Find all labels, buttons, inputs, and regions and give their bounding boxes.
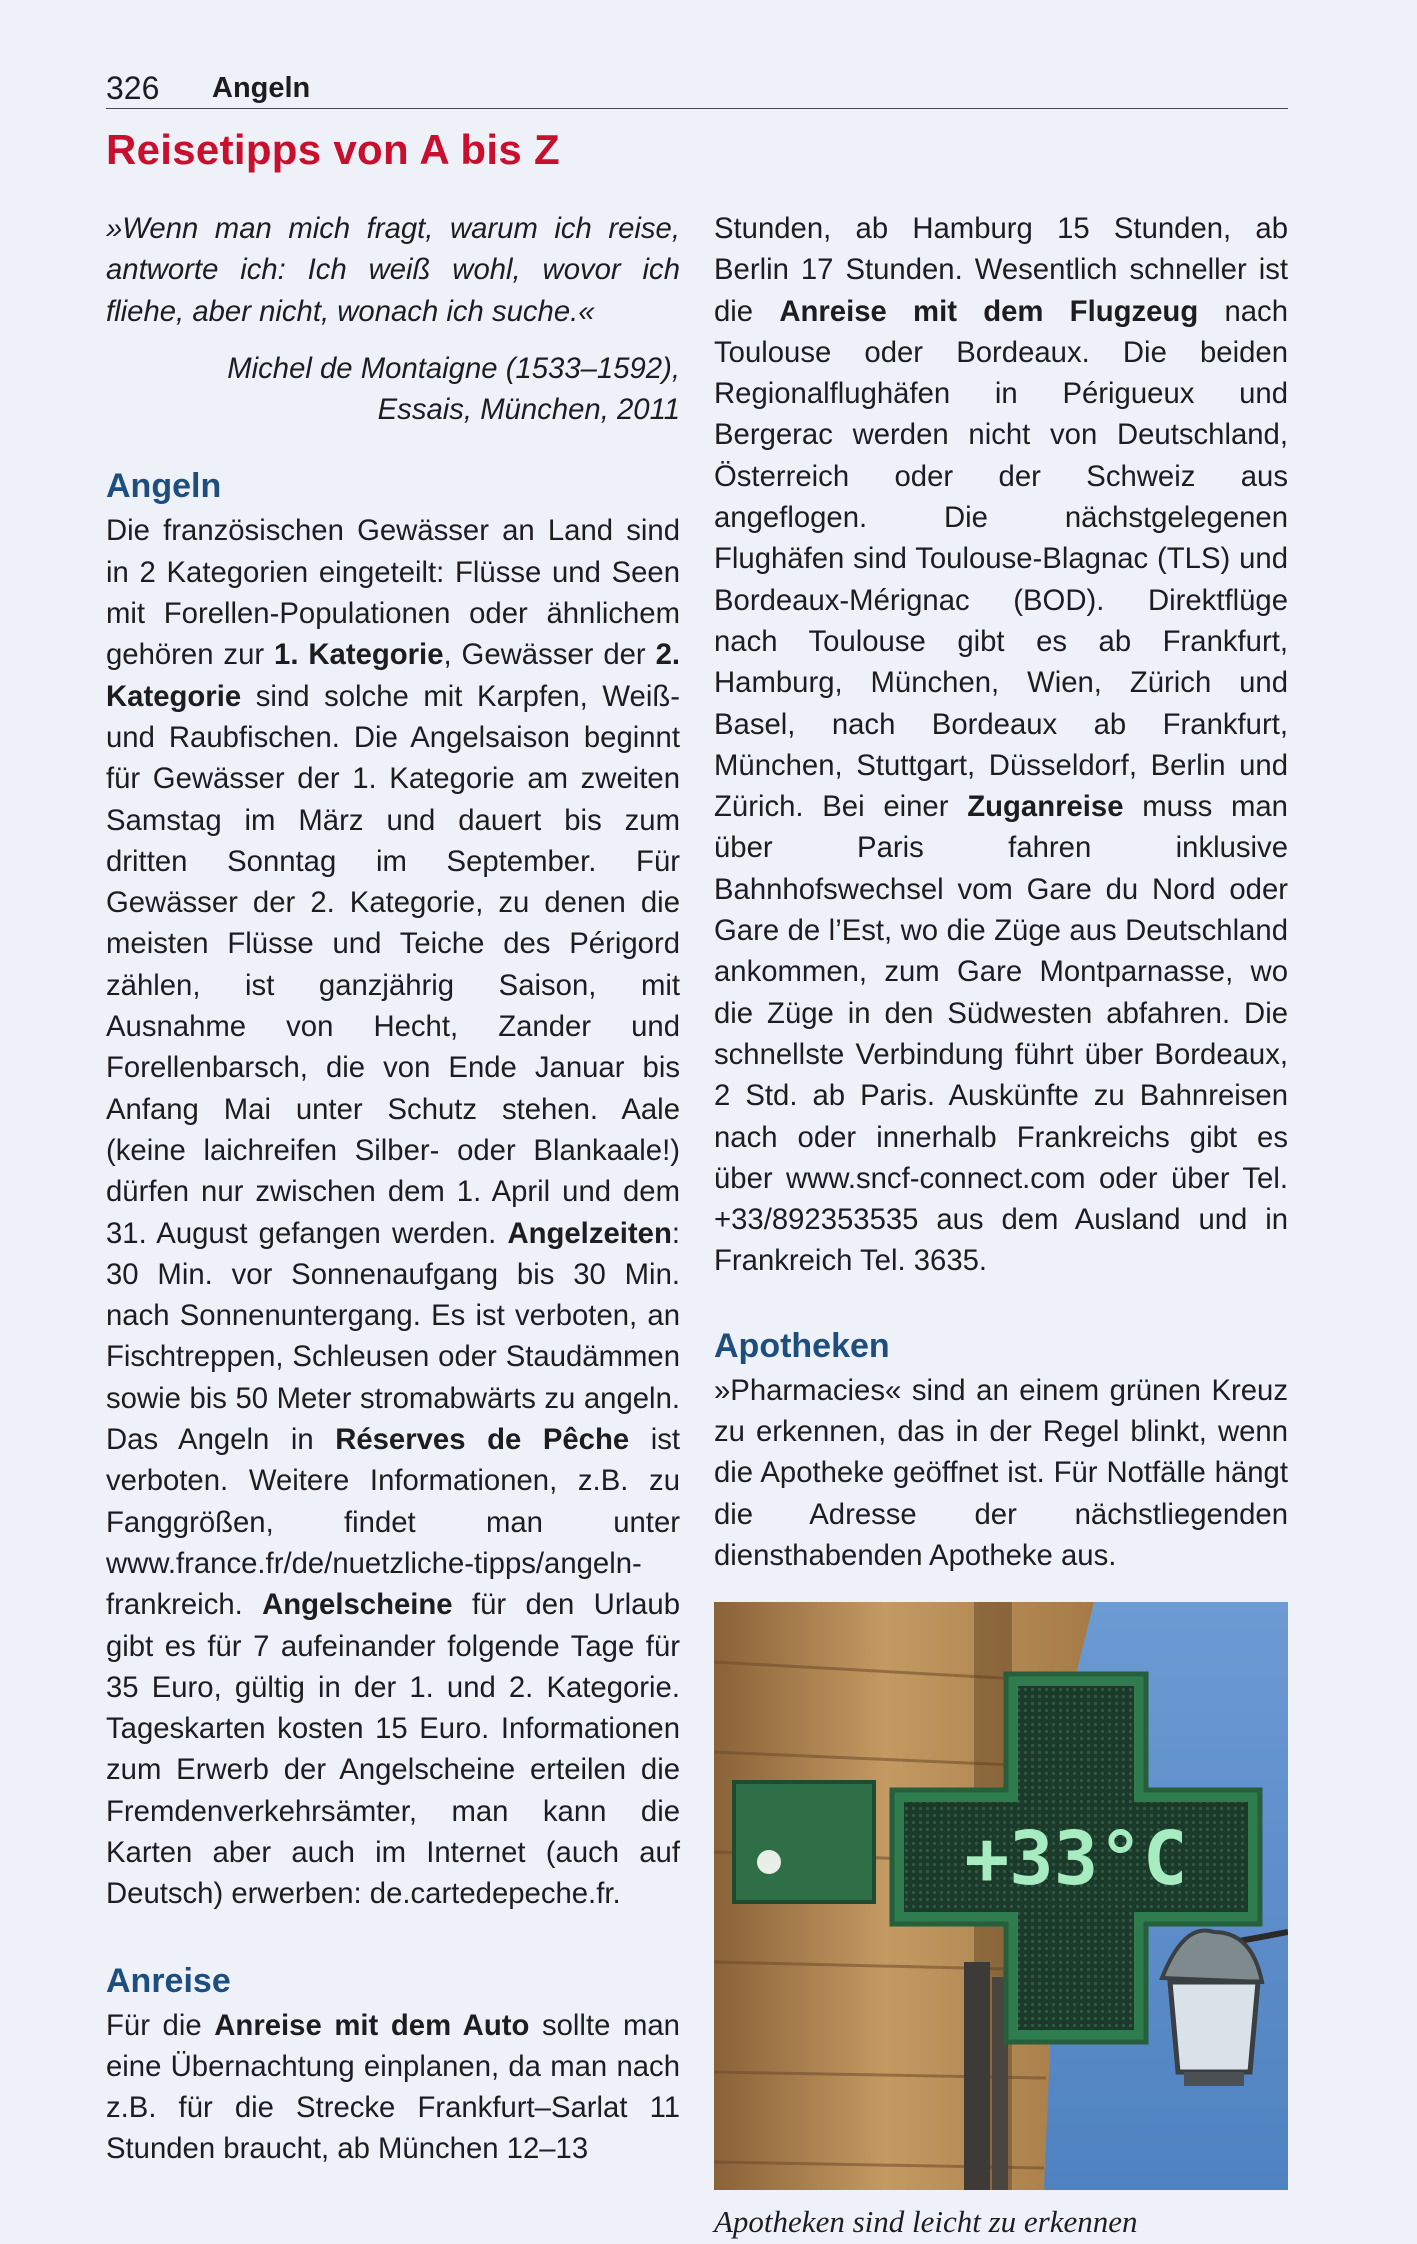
- section-heading-anreise: Anreise: [106, 1961, 231, 2000]
- epigraph-text: »Wenn man mich fragt, warum ich reise, antworte ich: Ich weiß wohl, wovor ich fliehe, aber nicht, wonach ich suche.«: [106, 212, 680, 328]
- led-temperature-readout: +33°C: [964, 1816, 1188, 1903]
- pharmacy-cross-photo: [714, 1602, 1288, 2190]
- epigraph: [106, 208, 680, 430]
- left-column: [106, 208, 680, 2170]
- right-column: [714, 208, 1288, 2242]
- running-head: Angeln: [212, 72, 311, 104]
- term-angelscheine: Angelscheine: [262, 1588, 453, 1622]
- section-heading-angeln: Angeln: [106, 467, 222, 506]
- term-anreise-auto: Anreise mit dem Auto: [214, 2008, 530, 2042]
- term-reserves-de-peche: Réserves de Pêche: [335, 1423, 630, 1457]
- epigraph-attribution: [106, 348, 680, 431]
- page-number: 326: [106, 70, 160, 106]
- term-zuganreise: Zuganreise: [967, 790, 1124, 824]
- anreise-body-continued: Stunden, ab Hamburg 15 Stunden, ab Berlin 17 Stunden. Wesentlich schneller ist die Anreise mit dem Flugzeug nach Toulouse oder Bordeaux. Die beiden Regionalflughäfen in Périgueux und Bergerac werden nicht von Deutschland, Österreich oder der Schweiz aus angeflogen. Die nächstgelegenen Flughäfen sind Toulouse-Blagnac (TLS) und Bordeaux-Mérignac (BOD). Direktflüge nach Toulouse gibt es ab Frankfurt, Hamburg, München, Wien, Zürich und Basel, nach Bordeaux ab Frankfurt, München, Stuttgart, Düsseldorf, Berlin und Zürich. Bei einer Zuganreise muss man über Paris fahren inklusive Bahnhofswechsel vom Gare du Nord oder Gare de l’Est, wo die Züge aus Deutschland ankommen, zum Gare Montparnasse, wo die Züge in den Südwesten abfahren. Die schnellste Verbindung führt über Bordeaux, 2 Std. ab Paris. Auskünfte zu Bahnreisen nach oder innerhalb Frankreichs gibt es über www.sncf-connect.com oder über Tel. +33/892353535 aus dem Ausland und in Frankreich Tel. 3635.: [714, 212, 1288, 1278]
- page-title: Reisetipps von A bis Z: [106, 126, 560, 173]
- term-1-kategorie: 1. Kategorie: [274, 638, 444, 672]
- term-anreise-flugzeug: Anreise mit dem Flugzeug: [779, 294, 1199, 328]
- attribution-line-2: Essais, München, 2011: [377, 393, 680, 427]
- angeln-body: Die französischen Gewässer an Land sind in 2 Kategorien eingeteilt: Flüsse und Seen mit Forellen-Populationen oder ähnlichem gehören zur 1. Kategorie, Gewässer der 2. Kategorie sind solche mit Karpfen, Weiß- und Raubfischen. Die Angelsaison beginnt für Gewässer der 1. Kategorie am zweiten Samstag im März und dauert bis zum dritten Sonntag im September. Für Gewässer der 2. Kategorie, zu denen die meisten Flüsse und Teiche des Périgord zählen, ist ganzjährig Saison, mit Ausnahme von Hecht, Zander und Forellenbarsch, die von Ende Januar bis Anfang Mai unter Schutz stehen. Aale (keine laichreifen Silber- oder Blankaale!) dürfen nur zwischen dem 1. April und dem 31. August gefangen werden. Angelzeiten: 30 Min. vor Sonnenaufgang bis 30 Min. nach Sonnenuntergang. Es ist verboten, an Fischtreppen, Schleusen oder Staudämmen sowie bis 50 Meter stromabwärts zu angeln. Das Angeln in Réserves de Pêche ist verboten. Weitere Informationen, z.B. zu Fanggrößen, findet man unter www.france.fr/de/nuetzliche-tipps/angeln-frankreich. Angelscheine für den Urlaub gibt es für 7 aufeinander folgende Tage für 35 Euro, gültig in der 1. und 2. Kategorie. Tageskarten kosten 15 Euro. Informationen zum Erwerb der Angelscheine erteilen die Fremdenverkehrsämter, man kann die Karten aber auch im Internet (auch auf Deutsch) erwerben: de.cartedepeche.fr.: [106, 514, 681, 1911]
- term-angelzeiten: Angelzeiten: [507, 1216, 672, 1250]
- pharmacy-photo-illustration: [714, 1602, 1288, 2190]
- section-heading-apotheken: Apotheken: [714, 1326, 890, 1365]
- photo-caption: Apotheken sind leicht zu erkennen: [714, 2204, 1138, 2240]
- page-header: [106, 66, 1288, 109]
- apotheken-body: »Pharmacies« sind an einem grünen Kreuz zu erkennen, das in der Regel blinkt, wenn die Apotheke geöffnet ist. Für Notfälle hängt die Adresse der nächstliegenden diensthabenden Apotheke aus.: [714, 1373, 1288, 1572]
- anreise-body: Für die Anreise mit dem Auto sollte man eine Übernachtung einplanen, da man nach z.B. für die Strecke Frankfurt–Sarlat 11 Stunden braucht, ab München 12–13: [106, 2008, 680, 2166]
- term-2-kategorie: 2. Kategorie: [106, 638, 681, 713]
- attribution-line-1: Michel de Montaigne (1533–1592),: [227, 351, 680, 385]
